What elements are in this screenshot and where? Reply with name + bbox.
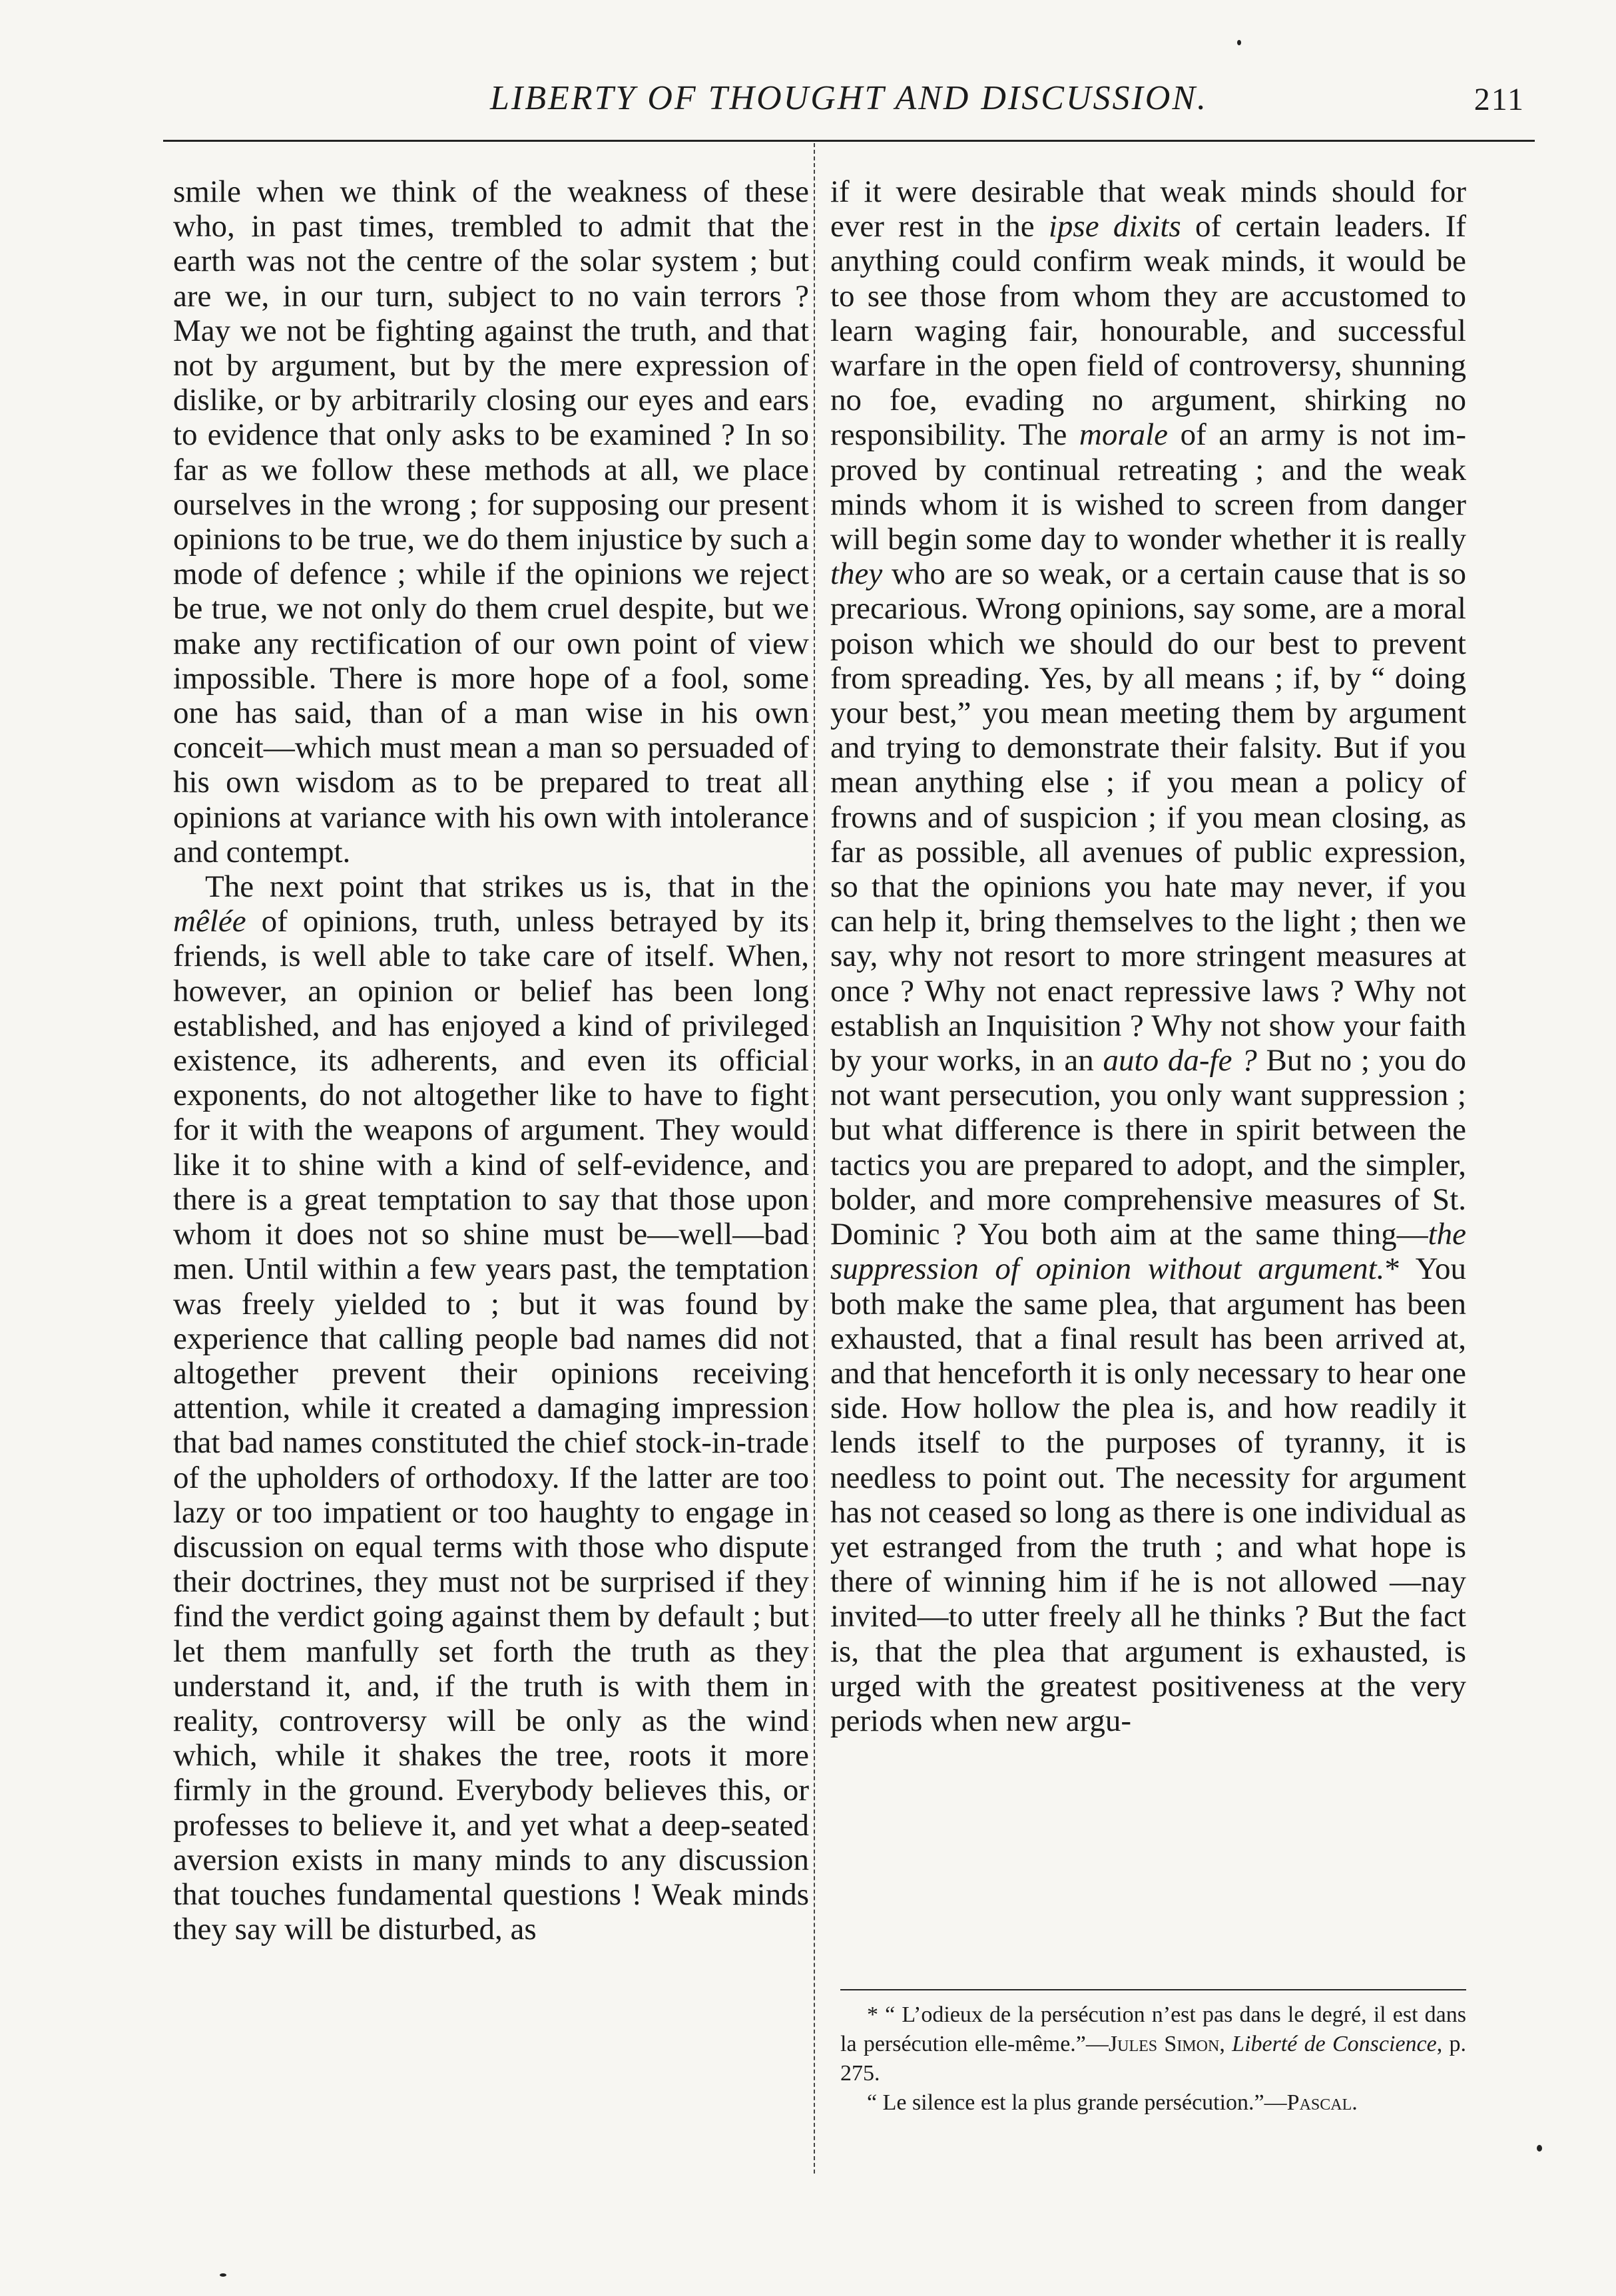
text-run-1: if it were desirable that weak minds should for ever rest in the <box>830 174 1466 244</box>
italic-ipse-dixits: ipse dixits <box>1048 209 1181 244</box>
footnote-1-page: , p. 275. <box>840 2032 1467 2086</box>
ink-speck-bottom <box>220 2273 226 2277</box>
ink-speck-top <box>1237 40 1241 45</box>
paragraph-1: smile when we think of the weakness of these who, in past times, trembled to admit that the earth was not the centre of the solar system ; but are we, in our turn, subject to no vain terrors ? May we not be fighting against the truth, and that not by argument, but by the mere expression of dislike, or by arbitrarily closing our eyes and ears to evidence that only asks to be examined ? In so far as we follow these methods at all, we place ourselves in the wrong ; for supposing our present opinions to be true, we do them injustice by such a mode of defence ; while if the opinions we reject be true, we not only do them cruel despite, but we make any rectification of our own point of view impossible. There is more hope of a fool, some one has said, than of a man wise in his own conceit—which must mean a man so persuaded of his own wisdom as to be prepared to treat all opinions at variance with his own with intolerance and contempt. <box>173 174 809 869</box>
text-run-3: of an army is not improved by continual retreating ; and the weak minds whom it is wished to screen from danger will begin some day to wonder whether it is really <box>830 417 1466 557</box>
paragraph-2-start: The next point that strikes us is, that in the <box>205 869 809 905</box>
running-head <box>173 79 1525 132</box>
text-run-6: * You both make the same plea, that argument has been exhausted, that a final result has been arrived at, and that henceforth it is only necessary to hear one side. How hollow the plea is, and how readily it lends itself to the purposes of tyranny, it is needless to point out. The necessity for argument has not ceased so long as there is one individual as yet estranged from the truth ; and what hope is there of winning him if he is not allowed —nay invited—to utter freely all he thinks ? But the fact is, that the plea that argument is exhausted, is urged with the greatest positiveness at the very periods when new argu- <box>830 1252 1466 1738</box>
italic-they: they <box>830 557 883 592</box>
italic-suppression: the suppression of opinion without argument. <box>830 1217 1466 1287</box>
text-run-5: But no ; you do not want persecution, you only want suppression ; but what difference is there in spirit between the tactics you are prepared to adopt, and the simpler, bolder, and more comprehensive measures of St. Dominic ? You both aim at the same thing— <box>830 1043 1466 1252</box>
left-column <box>173 174 809 1947</box>
footnote-1-work: Liberté de Conscience <box>1232 2032 1437 2056</box>
paragraph-3 <box>830 174 1466 1738</box>
italic-melee: mêlée <box>173 904 246 939</box>
footnote-2-quote: “ Le silence est la plus grande persécution.”— <box>867 2090 1287 2115</box>
footnote-2-author: Pascal. <box>1286 2090 1358 2115</box>
text-run-2: of certain leaders. If anything could confirm weak minds, it would be to see those from whom they are accustomed to learn waging fair, honourable, and successful warfare in the open field of controversy, shunning no foe, evading no argument, shirking no responsibility. The <box>830 209 1466 453</box>
footnote-rule <box>840 1989 1466 1990</box>
running-title: LIBERTY OF THOUGHT AND DISCUSSION. <box>489 79 1209 117</box>
footnote-1-quote: * “ L’odieux de la persécution n’est pas dans le degré, il est dans la persécution elle-même.”— <box>840 2002 1466 2056</box>
paragraph-2 <box>173 869 809 1947</box>
italic-morale: morale <box>1079 417 1169 453</box>
footnote-1-author: Jules Simon <box>1108 2032 1220 2056</box>
header-rule <box>163 140 1535 142</box>
page-number: 211 <box>1474 82 1525 117</box>
column-divider <box>814 143 815 2174</box>
right-column <box>830 174 1466 1738</box>
italic-auto-da-fe: auto da-fe ? <box>1103 1043 1257 1078</box>
paragraph-2-rest: of opinions, truth, unless betrayed by its friends, is well able to take care of itself. When, however, an opinion or belief has been long established, and has enjoyed a kind of privileged existence, its adherents, and even its official exponents, do not altogether like to have to fight for it with the weapons of argument. They would like it to shine with a kind of self-evidence, and there is a great temptation to say that those upon whom it does not so shine must be—well—bad men. Until within a few years past, the temptation was freely yielded to ; but it was found by experience that calling people bad names did not altogether prevent their opinions receiving attention, while it created a damaging impression that bad names constituted the chief stock-in-trade of the upholders of orthodoxy. If the latter are too lazy or too impatient or too haughty to engage in discussion on equal terms with those who dispute their doctrines, they must not be surprised if they find the verdict going against them by default ; but let them manfully set forth the truth as they understand it, and, if the truth is with them in reality, controversy will be only as the wind which, while it shakes the tree, roots it more firmly in the ground. Everybody believes this, or professes to believe it, and yet what a deep-seated aversion exists in many minds to any discussion that touches fundamental questions ! Weak minds they say will be disturbed, as <box>173 904 809 1947</box>
footnote-2 <box>840 2088 1466 2118</box>
footnote-1-sep: , <box>1219 2032 1232 2056</box>
footnote-1 <box>840 2000 1466 2088</box>
footnotes <box>840 2000 1466 2118</box>
ink-speck-right <box>1537 2145 1542 2152</box>
text-run-4: who are so weak, or a certain cause that is so precarious. Wrong opinions, say some, are a moral poison which we should do our best to prevent from spreading. Yes, by all means ; if, by “ doing your best,” you mean meeting them by argument and trying to demonstrate their falsity. But if you mean anything else ; if you mean a policy of frowns and of suspicion ; if you mean closing, as far as possible, all avenues of public expression, so that the opinions you hate may never, if you can help it, bring themselves to the light ; then we say, why not resort to more stringent measures at once ? Why not enact repressive laws ? Why not establish an Inquisition ? Why not show your faith by your works, in an <box>830 557 1466 1078</box>
